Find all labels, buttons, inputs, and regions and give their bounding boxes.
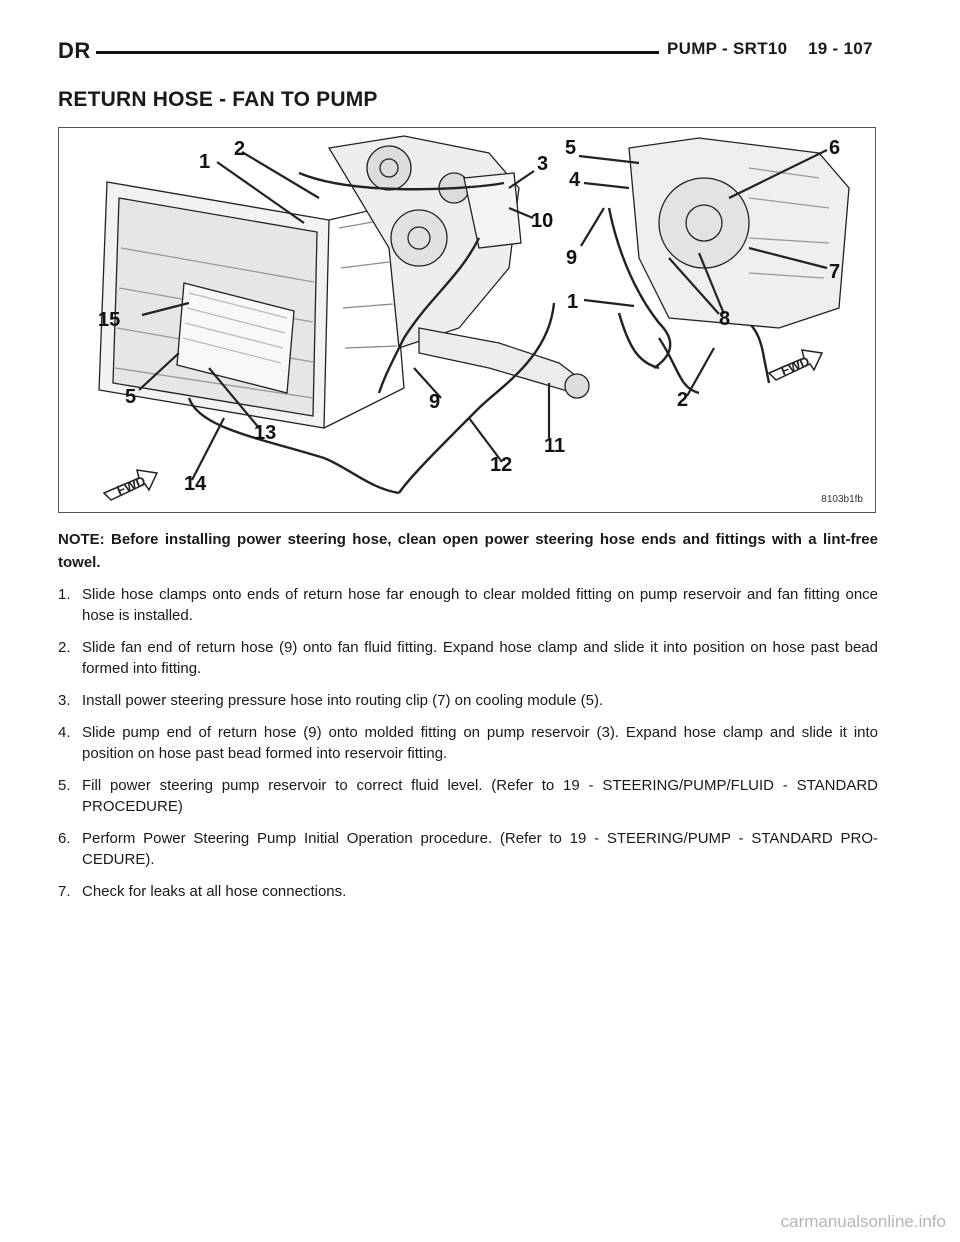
step-number: 4. — [58, 724, 71, 741]
step-2 — [58, 637, 878, 679]
step-3 — [58, 690, 878, 711]
fwd-label-right: FWD — [778, 353, 812, 379]
callout-5b: 5 — [125, 386, 137, 408]
step-number: 7. — [58, 883, 71, 900]
step-1 — [58, 584, 878, 626]
step-text: Perform Power Steering Pump Initial Operation procedure. (Refer to 19 - STEERING/PUMP - STANDARD PRO-CEDURE). — [82, 830, 878, 868]
step-text: Slide fan end of return hose (9) onto fan fluid fitting. Expand hose clamp and slide it into position on hose past bead formed into fitting. — [82, 639, 878, 677]
header-section: PUMP - SRT10 — [667, 39, 788, 58]
step-text: Slide pump end of return hose (9) onto molded fitting on pump reservoir (3). Expand hose clamp and slide it into position on hose past bead formed into reservoir fitting. — [82, 724, 878, 762]
callout-14: 14 — [184, 473, 207, 495]
step-7 — [58, 881, 878, 902]
step-number: 5. — [58, 777, 71, 794]
step-5 — [58, 775, 878, 817]
illustration-figure — [58, 127, 876, 513]
header-model: DR — [58, 38, 91, 63]
step-6 — [58, 828, 878, 870]
callout-9b: 9 — [429, 391, 441, 413]
engine-diagram-illustration — [59, 128, 877, 514]
callout-6: 6 — [829, 137, 841, 159]
fwd-arrow-left — [104, 470, 157, 500]
step-text: Check for leaks at all hose connections. — [82, 883, 347, 900]
callout-15: 15 — [98, 309, 121, 331]
note-text: NOTE: Before installing power steering hose, clean open power steering hose ends and fittings with a lint-free towel. — [58, 531, 878, 571]
engine-block-drawing — [329, 136, 521, 348]
procedure-steps — [58, 584, 878, 913]
step-number: 1. — [58, 586, 71, 603]
callout-5: 5 — [565, 137, 577, 159]
header-rule — [96, 51, 659, 54]
callout-1: 1 — [199, 151, 211, 173]
fan-housing-drawing — [629, 138, 849, 328]
step-number: 6. — [58, 830, 71, 847]
callout-2: 2 — [234, 138, 246, 160]
fwd-arrow-right — [769, 350, 822, 380]
step-text: Slide hose clamps onto ends of return hose far enough to clear molded fitting on pump reservoir and fan fitting once hose is installed. — [82, 586, 878, 624]
header-page-number: 19 - 107 — [808, 39, 873, 58]
callout-10: 10 — [531, 210, 554, 232]
callout-4: 4 — [569, 169, 581, 191]
step-text: Install power steering pressure hose into routing clip (7) on cooling module (5). — [82, 692, 604, 709]
callout-13: 13 — [254, 422, 277, 444]
callout-8: 8 — [719, 308, 731, 330]
callout-9: 9 — [566, 247, 578, 269]
figure-code: 8103b1fb — [821, 494, 863, 505]
callout-11: 11 — [544, 435, 566, 457]
callout-12: 12 — [490, 454, 513, 476]
callout-2b: 2 — [677, 389, 689, 411]
step-number: 2. — [58, 639, 71, 656]
step-4 — [58, 722, 878, 764]
step-number: 3. — [58, 692, 71, 709]
callout-1b: 1 — [567, 291, 579, 313]
page-title: RETURN HOSE - FAN TO PUMP — [58, 88, 378, 111]
callout-3: 3 — [537, 153, 549, 175]
fwd-label-left: FWD — [114, 473, 148, 499]
step-text: Fill power steering pump reservoir to correct fluid level. (Refer to 19 - STEERING/PUMP/FLUID - STANDARD PROCEDURE) — [82, 777, 878, 815]
watermark[interactable]: carmanualsonline.info — [780, 1212, 946, 1231]
callout-7: 7 — [829, 261, 841, 283]
cooling-module-drawing — [99, 182, 404, 428]
